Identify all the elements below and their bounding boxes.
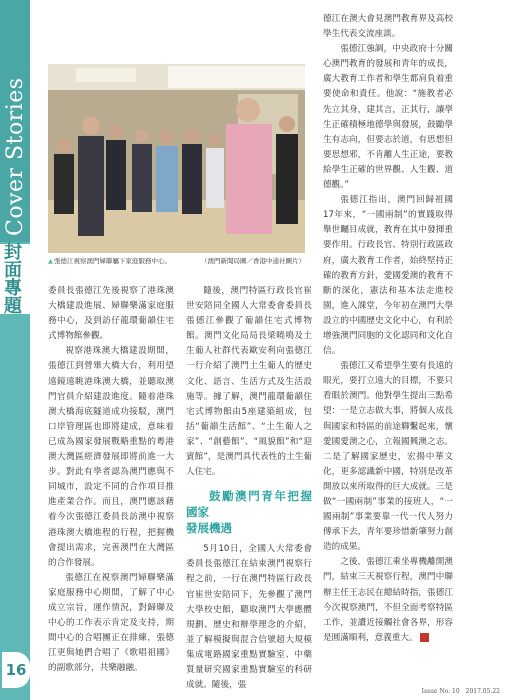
paragraph: 委員長張德江先後視察了港珠澳大橋建設進展、婦聯樂滿家庭服務中心，及到訪仔龍環葡韻住宅式博物館參觀。 <box>48 286 174 342</box>
paragraph: 之後，張德江乘坐專機離開澳門，結束三天視察行程，澳門中聯辦主任王志民在總結時指，張德江今次視察澳門，不但全面考察特區工作，並讚近接觸社會各界，形容是圓滿順利，意義重大。 <box>323 557 453 643</box>
sidebar: Cover Stories 封面專題 16 <box>0 0 30 700</box>
paragraph: 張德江指出，澳門回歸祖國17年來，“一國兩制”的實踐取得舉世矚目成就，教育在其中發揮重要作用。行政長官、特別行政區政府，廣大教育工作者，始終堅持正確的教育方針，愛國愛澳的教育不斷的深化，憲法和基本法走進校園，進入課堂，今年初在澳門大學設立的中國歷史文化中心，有利於增強澳門同胞的文化認同和文化自信。 <box>323 195 453 357</box>
section-title-zh: 封面專題 <box>0 244 30 314</box>
section-heading: 鼓勵澳門青年把握國家 發展機遇 <box>186 489 312 536</box>
paragraph: 張德江在視察澳門婦聯樂滿家庭服務中心期間，了解了中心成立宗旨，運作情況，對歸聯及中心的工作表示肯定及支持，期間中心的合唱團正在排練，張德江更與她們合唱了《歌唱祖國》的副歌部分，共樂融融。 <box>48 572 174 674</box>
photo-caption <box>48 256 305 268</box>
end-mark-icon <box>420 633 429 642</box>
issue-footer: Issue No. 10 2017.05.22 <box>421 688 500 695</box>
paragraph: 視察港珠澳大橋建設期間，張德江到營畢大橋大台，利用望遠鏡遠眺港珠澳大橋，並聽取澳門官員介紹建設進度。隨着港珠澳大橋海底隧道成功接駁，澳門口岸管理區也即將建成，意味着已成為國家發展戰略重點的粵港澳大灣區經濟發展即將前進一大步。對此有學者認為澳門應與不同城市，設定不同的合作項目推進產業合作。而且，澳門應該藉着今次張德江委員長訪澳中視察港珠澳大橋進程的行程，把握機會提出需求，完善澳門在大灣區的合作發展。 <box>48 346 174 568</box>
article-column-left <box>48 284 174 676</box>
page-number: 16 <box>2 652 30 688</box>
paragraph: 德江在澳大會見澳門教育界及高校學生代表交流座談。 <box>323 14 453 40</box>
paragraph: 張德江又希望學生要有長遠的眼光，要打立遠大的目標，不要只看眼於澳門。他對學生提出三點希望：一是立志做大事，將個人成長與國家和特區的前途聯繫起來，懷愛國愛澳之心，立報國興澳之志。二是了解國家歷史，宏揚中華文化，更多認識新中國，特別是改革開放以來所取得的巨大成就。三是做“一國兩制”事業的接班人，“一國兩制”事業要靠一代一代人努力傳承下去，青年要珍惜新肇努力創造的成果。 <box>323 361 453 553</box>
article-column-right <box>323 12 453 646</box>
photo-credit: （澳門新聞局圖／香港中通社圖片） <box>201 257 305 265</box>
paragraph: 隨後，澳門特區行政長官崔世安陪同全國人大常委會委員長張德江參觀了葡韻住宅式博物館。澳門文化局局長梁曉鳴及土生葡人社群代表歐安利向張德江一行介紹了澳門土生葡人的歷史文化、語言、生活方式及生活設施等。據了解，澳門龍環葡韻住宅式博物館由5座建築組成，包括“葡韻生活館”、“土生葡人之家”、“創藝館”、“風貌館”和“迎賓館”，是澳門具代表性的土生葡人住宅。 <box>186 286 312 478</box>
paragraph: 張德江強調，中央政府十分關心澳門教育的發展和青年的成長，廣大教育工作者和學生都肩負着重要使命和責任。他說：“施教者必先立其身，建其言，正其行，讓學生正確積極地德學與發展，鼓勵學生有志向，但要志於道，有思想但要思想邪，不肯離人生正途，要教給學生正確的世界觀、人生觀、道德觀。” <box>323 44 453 191</box>
article-photo <box>48 64 305 253</box>
article-column-middle <box>186 284 312 693</box>
paragraph: 5月10日，全國人大常委會委員長張德江在結束澳門視察行程之前，一行在澳門特區行政長官崔世安陪同下，先參觀了澳門大學校史館，聽取澳門大學應體規劃、歷史和辦學理念的介紹，並了解模擬與混合信號超大規模集成電路國家重點實驗室、中藥質量研究國家重點實驗室的科研成就。隨後，張 <box>186 544 312 691</box>
caption-text: ▲ 張德江視察澳門婦聯屬下家庭服務中心。 <box>48 257 171 265</box>
visit-scene-illustration <box>48 64 305 253</box>
